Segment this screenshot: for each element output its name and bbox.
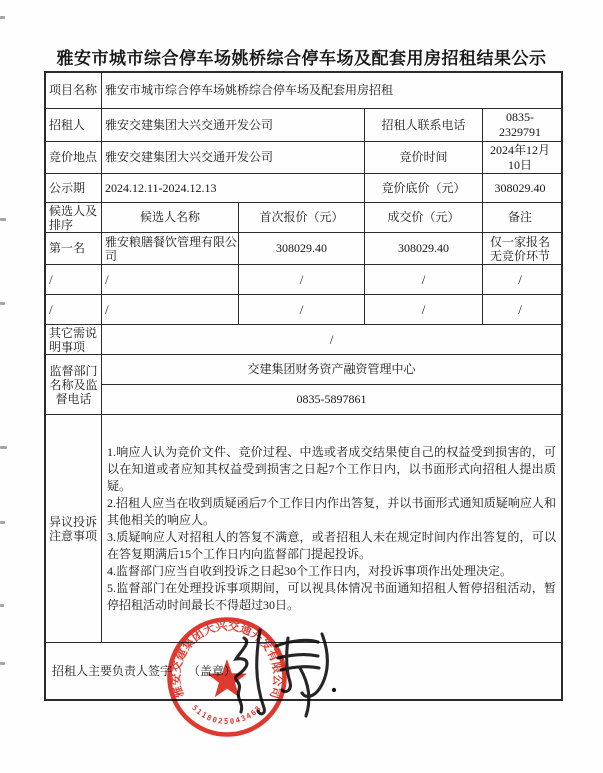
candidate-name: 雅安粮膳餐饮管理有限公司 <box>102 233 239 264</box>
supervisor-phone: 0835-5897861 <box>296 391 367 406</box>
objection-item: 1.响应人认为竞价文件、竞价过程、中选或者成交结果使自己的权益受到损害的，可以在知道或者应知其权益受到损害之日起7个工作日内，以书面形式向招租人提出质疑。 <box>107 444 556 493</box>
col-header-rank: 候选人及排序 <box>46 203 102 232</box>
lessor-phone-label: 招租人联系电话 <box>365 109 483 141</box>
scan-artifact <box>0 218 6 221</box>
lessor-value: 雅安交建集团大兴交通开发公司 <box>102 109 365 141</box>
project-value: 雅安市城市综合停车场姚桥综合停车场及配套用房招租 <box>105 83 394 97</box>
candidate-first-offer: 308029.40 <box>239 233 365 264</box>
scan-artifact <box>0 521 5 524</box>
candidate-deal-price: / <box>365 265 483 294</box>
signature-period-dot <box>332 688 336 692</box>
table-row-project <box>46 73 561 109</box>
candidate-remark-line2: 无竞价环节 <box>489 248 550 263</box>
table-row-objection <box>46 415 561 643</box>
scan-artifact <box>0 662 5 665</box>
scan-artifact <box>0 16 5 19</box>
candidate-remark: / <box>518 302 522 317</box>
result-table <box>44 71 563 701</box>
seal-hint-label: （盖章） <box>188 663 237 678</box>
candidate-rank: / <box>46 295 102 324</box>
supervisor-label: 监督部门名称及监督电话 <box>46 355 102 414</box>
scan-artifact <box>0 604 4 607</box>
table-row-publicity <box>46 174 561 203</box>
scan-artifact <box>0 446 7 449</box>
floor-price-value: 308029.40 <box>494 180 546 195</box>
table-row-other-notes <box>46 325 561 355</box>
seal-number-text: 5118025043468 <box>190 703 264 726</box>
candidate-first-offer: / <box>239 265 365 294</box>
other-notes-label: 其它需说明事项 <box>46 325 102 354</box>
candidate-row-1 <box>46 233 561 265</box>
objection-label: 异议投诉注意事项 <box>46 415 102 642</box>
objection-item: 5.监督部门在处理投诉事项期间，可以视具体情况书面通知招租人暂停招租活动，暂停招租活动时间最长不得超过30日。 <box>107 580 556 612</box>
col-header-remark: 备注 <box>507 210 532 224</box>
table-row-lessor <box>46 109 561 142</box>
candidate-row-2 <box>46 265 561 295</box>
candidate-deal-price: 308029.40 <box>365 233 483 264</box>
venue-value: 雅安交建集团大兴交通开发公司 <box>102 142 365 173</box>
objection-item: 4.监督部门应当自收到投诉之日起30个工作日内，对投诉事项作出处理决定。 <box>107 563 513 578</box>
objection-item: 2.招租人应当在收到质疑函后7个工作日内作出答复，并以书面形式通知质疑响应人和其他相关的响应人。 <box>107 495 556 527</box>
handwritten-signature <box>226 624 356 724</box>
candidate-remark-line1: 仅一家报名 <box>489 234 550 249</box>
col-header-name: 候选人名称 <box>102 203 239 232</box>
floor-price-label: 竞价底价（元） <box>365 174 483 202</box>
candidate-first-offer: / <box>239 295 365 324</box>
lessor-phone-value: 0835-2329791 <box>499 110 541 139</box>
seal-company-text: 雅安交建集团大兴交通开发有限公司 <box>170 620 284 701</box>
objection-text <box>102 415 561 642</box>
candidate-rank: / <box>46 265 102 294</box>
col-header-deal-price: 成交价（元） <box>365 203 483 232</box>
candidate-deal-price: / <box>365 295 483 324</box>
supervisor-name: 交建集团财务资产融资管理中心 <box>102 355 561 385</box>
candidate-row-3 <box>46 295 561 325</box>
candidate-remark: / <box>518 272 522 287</box>
bid-time-value: 2024年12月10日 <box>489 142 550 172</box>
project-label: 项目名称 <box>46 73 102 108</box>
candidate-name: / <box>102 295 239 324</box>
candidate-rank: 第一名 <box>46 233 102 264</box>
page-title: 雅安市城市综合停车场姚桥综合停车场及配套用房招租结果公示 <box>56 49 547 68</box>
table-row-supervisor <box>46 355 561 415</box>
supervisor-values <box>102 355 561 414</box>
table-row-venue <box>46 142 561 174</box>
bid-time-label: 竞价时间 <box>365 142 483 173</box>
objection-item: 3.质疑响应人对招租人的答复不满意，或者招租人未在规定时间内作出答复的，可以在答复期满后15个工作日内向监督部门提起投诉。 <box>107 529 556 561</box>
candidate-name: / <box>102 265 239 294</box>
other-notes-value: / <box>329 332 334 347</box>
publicity-label: 公示期 <box>46 174 102 202</box>
signature-label: 招租人主要负责人签字 <box>52 663 173 678</box>
scan-artifact <box>0 302 5 305</box>
lessor-label: 招租人 <box>46 109 102 141</box>
publicity-value: 2024.12.11-2024.12.13 <box>102 174 365 202</box>
col-header-first-offer: 首次报价（元） <box>239 203 365 232</box>
candidate-remark <box>483 233 557 264</box>
candidates-header-row <box>46 203 561 233</box>
venue-label: 竞价地点 <box>46 142 102 173</box>
